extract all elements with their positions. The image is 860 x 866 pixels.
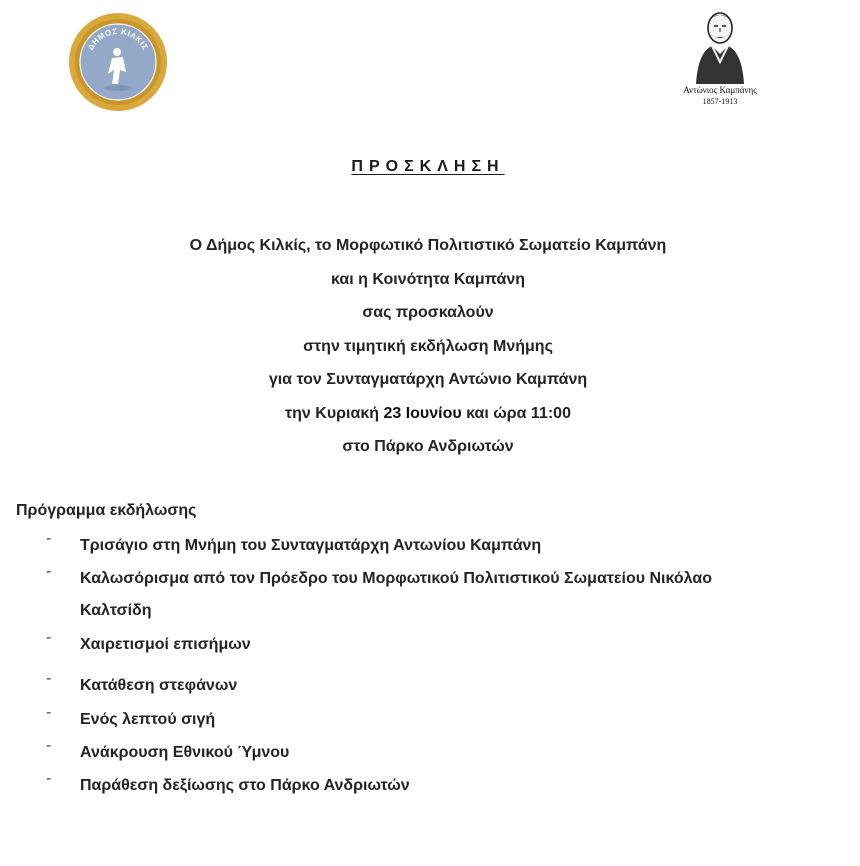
municipality-seal bbox=[68, 12, 168, 112]
portrait-name: Αντώνιος Καμπάνης bbox=[683, 85, 757, 95]
program-item-text: Τρισάγιο στη Μνήμη του Συνταγματάρχη Αντωνίου Καμπάνη bbox=[80, 537, 542, 554]
invitation-title: ΠΡΟΣΚΛΗΣΗ bbox=[351, 158, 505, 175]
program-item-text: Κατάθεση στεφάνων bbox=[80, 677, 238, 694]
bullet-dash: - bbox=[46, 629, 52, 646]
invitation-line: σας προσκαλούν bbox=[362, 304, 494, 321]
date-day: 23 Ιουνίου bbox=[383, 404, 462, 422]
bullet-dash: - bbox=[46, 530, 52, 547]
bullet-dash: - bbox=[46, 770, 52, 787]
bullet-dash: - bbox=[46, 670, 52, 687]
bullet-dash: - bbox=[46, 704, 52, 721]
program-item-text: Ενός λεπτού σιγή bbox=[80, 711, 216, 728]
program-heading: Πρόγραμμα εκδήλωσης bbox=[16, 502, 197, 519]
invitation-line: Ο Δήμος Κιλκίς, το Μορφωτικό Πολιτιστικό Σωματείο Καμπάνη bbox=[189, 237, 667, 254]
portrait-caption bbox=[660, 84, 780, 107]
program-item-text: Ανάκρουση Εθνικού Ύμνου bbox=[80, 744, 290, 761]
program-item-text: Παράθεση δεξίωσης στο Πάρκο Ανδριωτών bbox=[80, 777, 410, 794]
date-prefix: την Κυριακή bbox=[285, 404, 384, 422]
invitation-line: στην τιμητική εκδήλωση Μνήμης bbox=[303, 337, 553, 355]
bullet-dash: - bbox=[46, 737, 52, 754]
portrait-years: 1857-1913 bbox=[702, 97, 738, 106]
program-item-text: Χαιρετισμοί επισήμων bbox=[80, 636, 251, 653]
bullet-dash: - bbox=[46, 563, 52, 580]
invitation-date-line bbox=[0, 397, 856, 431]
date-time: και ώρα 11:00 bbox=[461, 404, 571, 422]
invitation-venue: στο Πάρκο Ανδριωτών bbox=[342, 438, 514, 455]
invitation-body bbox=[0, 229, 856, 464]
program-item-text: Καλωσόρισμα από τον Πρόεδρο του Μορφωτικού Πολιτιστικού Σωματείου Νικόλαο Καλτσίδη bbox=[80, 570, 712, 619]
portrait-icon bbox=[690, 6, 750, 84]
invitation-line: για τον Συνταγματάρχη Αντώνιο Καμπάνη bbox=[268, 371, 588, 388]
invitation-line: και η Κοινότητα Καμπάνη bbox=[331, 270, 525, 288]
seal-text: ΔΗΜΟΣ ΚΙΛΚΙΣ bbox=[86, 26, 150, 52]
